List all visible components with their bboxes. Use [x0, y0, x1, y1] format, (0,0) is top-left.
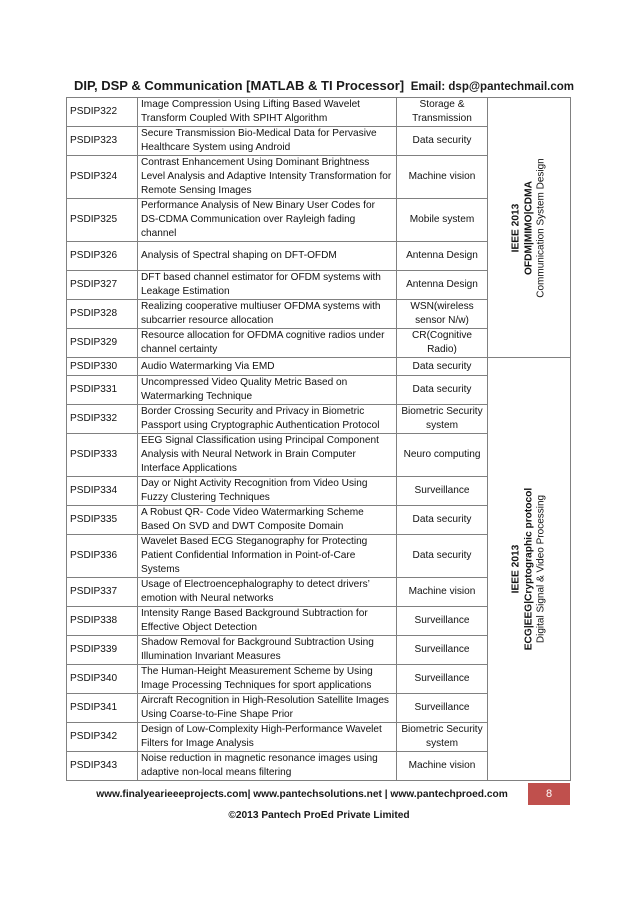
project-title: A Robust QR- Code Video Watermarking Scheme Based On SVD and DWT Composite Domain — [138, 506, 397, 535]
group-domain-label — [510, 488, 548, 651]
project-code: PSDIP327 — [67, 271, 138, 300]
project-code: PSDIP329 — [67, 329, 138, 358]
project-title: Resource allocation for OFDMA cognitive radios under channel certainty — [138, 329, 397, 358]
project-title: Day or Night Activity Recognition from Video Using Fuzzy Clustering Techniques — [138, 477, 397, 506]
project-category: Storage & Transmission — [397, 98, 488, 127]
group-label-line-1: IEEE 2013 — [510, 544, 522, 594]
project-code: PSDIP331 — [67, 376, 138, 405]
project-category: Data security — [397, 506, 488, 535]
project-title: Noise reduction in magnetic resonance images using adaptive non-local means filtering — [138, 752, 397, 781]
project-category: Machine vision — [397, 752, 488, 781]
project-code: PSDIP337 — [67, 578, 138, 607]
project-title: EEG Signal Classification using Principal Component Analysis with Neural Network in Brain Computer Interface Applications — [138, 434, 397, 477]
project-category: Antenna Design — [397, 271, 488, 300]
project-code: PSDIP338 — [67, 607, 138, 636]
project-title: Shadow Removal for Background Subtraction Using Illumination Invariant Measures — [138, 636, 397, 665]
project-title: Usage of Electroencephalography to detect drivers’ emotion with Neural networks — [138, 578, 397, 607]
contact-email[interactable]: Email: dsp@pantechmail.com — [410, 81, 574, 93]
footer-links[interactable]: www.finalyearieeeprojects.com| www.pantechsolutions.net | www.pantechproed.com — [96, 788, 508, 800]
project-category: Surveillance — [397, 636, 488, 665]
page-number-badge: 8 — [528, 783, 570, 805]
project-code: PSDIP342 — [67, 723, 138, 752]
project-code: PSDIP335 — [67, 506, 138, 535]
project-category: Data security — [397, 358, 488, 376]
project-title: Intensity Range Based Background Subtraction for Effective Object Detection — [138, 607, 397, 636]
group-label-line-1: IEEE 2013 — [510, 203, 522, 252]
document-title: DIP, DSP & Communication [MATLAB & TI Processor] — [74, 78, 405, 93]
group-label-line-3: Digital Signal & Video Processing — [535, 494, 547, 644]
project-code: PSDIP334 — [67, 477, 138, 506]
project-category: Data security — [397, 535, 488, 578]
project-code: PSDIP324 — [67, 156, 138, 199]
group-domain-label — [510, 158, 548, 298]
project-code: PSDIP330 — [67, 358, 138, 376]
project-category: Machine vision — [397, 156, 488, 199]
project-code: PSDIP322 — [67, 98, 138, 127]
project-title: Image Compression Using Lifting Based Wavelet Transform Coupled With SPIHT Algorithm — [138, 98, 397, 127]
copyright-notice: ©2013 Pantech ProEd Private Limited — [228, 810, 410, 821]
project-code: PSDIP339 — [67, 636, 138, 665]
project-code: PSDIP328 — [67, 300, 138, 329]
project-title: Uncompressed Video Quality Metric Based on Watermarking Technique — [138, 376, 397, 405]
project-title: Contrast Enhancement Using Dominant Brightness Level Analysis and Adaptive Intensity Transformation for Remote Sensing Images — [138, 156, 397, 199]
project-category: Surveillance — [397, 665, 488, 694]
project-category: Surveillance — [397, 477, 488, 506]
project-code: PSDIP333 — [67, 434, 138, 477]
project-category: Neuro computing — [397, 434, 488, 477]
project-title: Realizing cooperative multiuser OFDMA systems with subcarrier resource allocation — [138, 300, 397, 329]
project-category: Surveillance — [397, 694, 488, 723]
table-row — [67, 358, 571, 376]
project-title: Wavelet Based ECG Steganography for Protecting Patient Confidential Information in Point-of-Care Systems — [138, 535, 397, 578]
project-title: Performance Analysis of New Binary User Codes for DS-CDMA Communication over Rayleigh fading channel — [138, 199, 397, 242]
page-header — [74, 78, 574, 96]
project-code: PSDIP323 — [67, 127, 138, 156]
project-category: Data security — [397, 376, 488, 405]
project-category: Antenna Design — [397, 242, 488, 271]
project-title: Border Crossing Security and Privacy in Biometric Passport using Cryptographic Authentication Protocol — [138, 405, 397, 434]
group-label-line-2: ECG|EEG|Cryptographic protocol — [522, 487, 534, 651]
project-title: Secure Transmission Bio-Medical Data for Pervasive Healthcare System using Android — [138, 127, 397, 156]
project-category: Machine vision — [397, 578, 488, 607]
project-table — [66, 97, 571, 781]
group-label-line-2: OFDM|MIMO|CDMA — [522, 180, 534, 275]
project-code: PSDIP332 — [67, 405, 138, 434]
group-label-line-3: Communication System Design — [535, 157, 547, 298]
project-title: Analysis of Spectral shaping on DFT-OFDM — [138, 242, 397, 271]
project-title: The Human-Height Measurement Scheme by Using Image Processing Techniques for sport applications — [138, 665, 397, 694]
project-title: DFT based channel estimator for OFDM systems with Leakage Estimation — [138, 271, 397, 300]
project-code: PSDIP336 — [67, 535, 138, 578]
project-code: PSDIP325 — [67, 199, 138, 242]
project-code: PSDIP340 — [67, 665, 138, 694]
group-domain-cell — [488, 98, 571, 358]
project-code: PSDIP343 — [67, 752, 138, 781]
project-category: Biometric Security system — [397, 723, 488, 752]
project-category: CR(Cognitive Radio) — [397, 329, 488, 358]
group-domain-cell — [488, 358, 571, 781]
project-category: Mobile system — [397, 199, 488, 242]
project-title: Audio Watermarking Via EMD — [138, 358, 397, 376]
page-footer — [76, 783, 570, 805]
project-category: Biometric Security system — [397, 405, 488, 434]
project-code: PSDIP341 — [67, 694, 138, 723]
table-row — [67, 98, 571, 127]
project-title: Aircraft Recognition in High-Resolution Satellite Images Using Coarse-to-Fine Shape Prior — [138, 694, 397, 723]
project-category: Data security — [397, 127, 488, 156]
project-category: WSN(wireless sensor N/w) — [397, 300, 488, 329]
project-title: Design of Low-Complexity High-Performance Wavelet Filters for Image Analysis — [138, 723, 397, 752]
project-category: Surveillance — [397, 607, 488, 636]
project-code: PSDIP326 — [67, 242, 138, 271]
